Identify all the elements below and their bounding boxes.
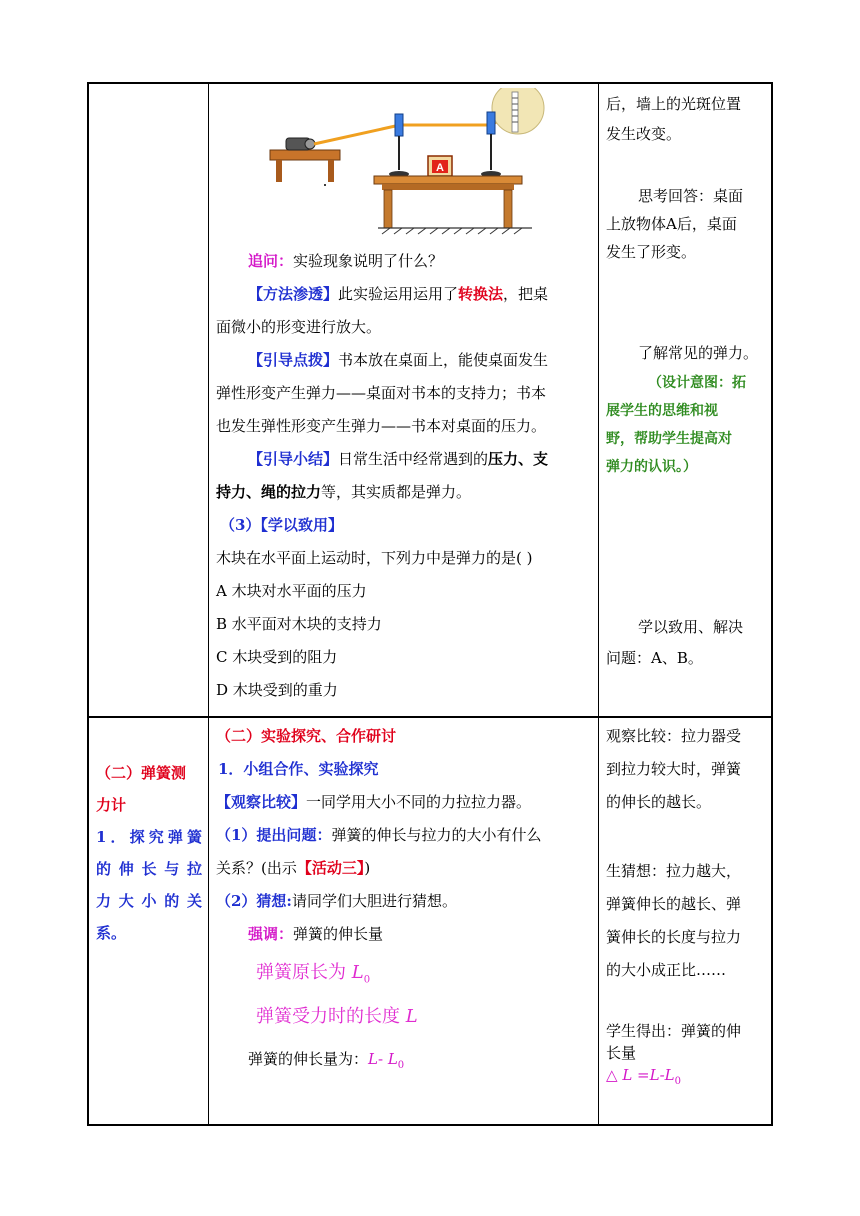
stress-text: 弹簧的伸长量 [293,925,384,943]
guess-text: 请同学们大胆进行猜想。 [291,892,457,910]
result-answer [606,1020,766,1086]
table-border-top [87,82,773,84]
extension-line [216,1039,594,1079]
think-line-2: 上放物体A后，桌面 [606,215,737,233]
topic-line-1: 1．探究弹簧 [96,828,202,846]
summary-text: 日常生活中经常遇到的 [338,450,489,468]
design-line-2: 展学生的思维和视 [606,403,718,419]
guess-tag: （2）猜想: [216,892,292,910]
question-text-1: 弹簧的伸长与拉力的大小有什么 [331,826,542,844]
guide-tag: 【引导点拨】 [248,351,339,369]
question-line-2 [216,852,594,885]
apply-answer [606,612,766,674]
extension-minus: - [377,1050,388,1068]
original-length-text: 弹簧原长为 [256,962,352,983]
extension-symbol-1: L [368,1050,378,1068]
summary-bold-2: 持力、绳的拉力 [216,483,322,501]
original-length-symbol: L [351,962,364,983]
observe-line [216,786,594,819]
row2-right-cell [606,720,766,819]
guess-answer-2: 弹簧伸长的越长、弹 [606,895,742,913]
original-length-line [216,951,594,995]
think-line-1: 思考回答：桌面 [638,187,744,205]
think-answer [606,182,766,266]
observe-answer-2: 到拉力较大时，弹簧 [606,760,742,778]
apply-line-1: 学以致用、解决 [638,618,744,636]
guess-answer-3: 簧伸长的长度与拉力 [606,928,742,946]
guess-line [216,885,594,918]
summary-line-2 [216,476,592,509]
right-text-1: 后，墙上的光斑位置 [606,95,742,113]
method-tag: 【方法渗透】 [248,285,339,303]
force-length-symbol: L [405,1006,418,1027]
observe-answer-1: 观察比较：拉力器受 [606,727,742,745]
row1-right-cell [606,90,766,150]
table-row-divider [87,716,773,718]
question-line [216,819,594,852]
formula-text: L =L-L [617,1066,675,1084]
know-elastic [606,339,766,367]
guess-answer-1: 生猜想：拉力越大， [606,862,742,880]
result-line-1: 学生得出：弹簧的伸 [606,1022,742,1040]
guide-line [216,344,592,377]
question-tag: （1）提出问题： [216,826,332,844]
force-length-text: 弹簧受力时的长度 [256,1006,406,1027]
method-line [216,278,592,311]
think-line-3: 发生了形变。 [606,243,697,261]
observe-text: 一同学用大小不同的力拉拉力器。 [306,793,532,811]
result-formula [606,1064,766,1086]
know-line: 了解常见的弹力。 [638,344,759,362]
subheading: 1．小组合作、实验探究 [218,760,379,778]
method-line-2: 面微小的形变进行放大。 [216,318,382,336]
design-line-3: 野，帮助学生提高对 [606,431,732,447]
table-border-left [87,82,89,1126]
apply-line-2: 问题：A、B。 [606,649,703,667]
topic-line-4: 系。 [96,924,127,942]
row2-middle-cell [216,720,594,1079]
row1-middle-cell [216,245,592,707]
method-highlight: 转换法 [458,285,504,303]
extension-subscript: 0 [397,1060,405,1071]
guess-answer [606,855,766,987]
object-a-label: A [436,162,444,174]
guide-text: 书本放在桌面上，能使桌面发生 [338,351,549,369]
option-c: C 木块受到的阻力 [216,648,338,666]
row2-left-cell [96,757,202,949]
question-text-2: 关系？(出示 [216,859,297,877]
question-text-3: ) [364,859,371,877]
topic-line-2: 的伸长与拉 [96,860,202,878]
extension-text: 弹簧的伸长量为： [248,1050,369,1068]
delta-symbol: △ [606,1066,618,1084]
experiment-figure [262,88,552,238]
option-a: A 木块对水平面的压力 [216,582,367,600]
section-title-1: （二）弹簧测 [96,764,187,782]
option-d: D 木块受到的重力 [216,681,338,699]
question-text: 木块在水平面上运动时，下列力中是弹力的是( ) [216,549,533,567]
apply-heading: （3）【学以致用】 [220,516,343,534]
original-length-subscript: 0 [363,974,371,986]
force-length-line [216,995,594,1039]
section-title-2: 力计 [96,796,127,814]
design-intent [606,369,764,481]
method-text: 此实验运用运用了 [338,285,459,303]
guide-line-3: 也发生弹性形变产生弹力——书本对桌面的压力。 [216,417,547,435]
extension-symbol-2: L [387,1050,398,1068]
summary-text-2: 等，其实质都是弹力。 [321,483,472,501]
formula-subscript: 0 [674,1076,681,1087]
stress-tag: 强调： [248,925,294,943]
followup-text: 实验现象说明了什么？ [293,252,444,270]
summary-line [216,443,592,476]
right-text-2: 发生改变。 [606,125,682,143]
table-border-bottom [87,1124,773,1126]
table-divider-1 [208,82,209,1126]
observe-tag: 【观察比较】 [216,793,307,811]
observe-answer-3: 的伸长的越长。 [606,793,712,811]
table-border-right [771,82,773,1126]
design-line-1: （设计意图：拓 [648,375,746,391]
topic-line-3: 力大小的关 [96,892,202,910]
guess-answer-4: 的大小成正比…… [606,961,727,979]
stress-line [216,918,594,951]
method-text-cont: ，把桌 [503,285,549,303]
section-heading: （二）实验探究、合作研讨 [216,727,397,745]
design-line-4: 弹力的认识。） [606,459,697,475]
option-b: B 水平面对木块的支持力 [216,615,382,633]
activity-tag: 【活动三】 [296,859,365,877]
followup-question [216,245,592,278]
result-line-2: 长量 [606,1044,637,1062]
followup-tag: 追问： [248,252,294,270]
summary-tag: 【引导小结】 [248,450,339,468]
summary-bold-1: 压力、支 [488,450,549,468]
table-divider-2 [598,82,599,1126]
guide-line-2: 弹性形变产生弹力——桌面对书本的支持力；书本 [216,384,547,402]
